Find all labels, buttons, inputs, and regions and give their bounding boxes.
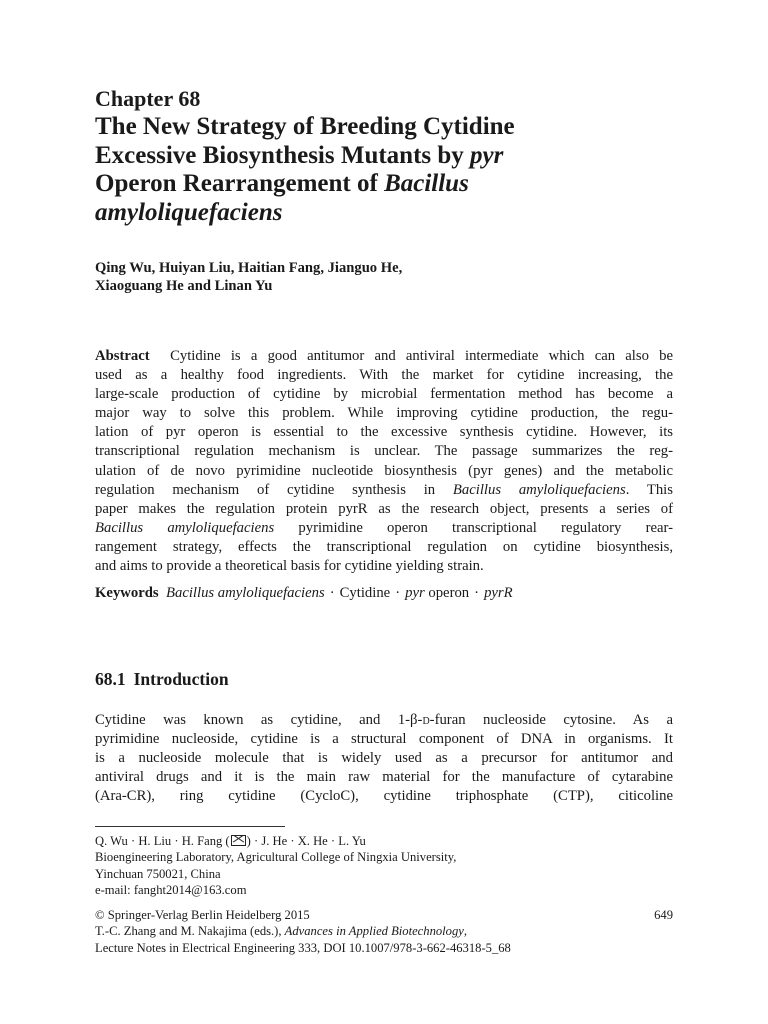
keyword-separator: · — [329, 585, 335, 601]
affiliation-line: Yinchuan 750021, China — [95, 866, 221, 881]
citation-text: Advances in Applied Biotechnology — [284, 924, 464, 939]
intro-line — [95, 711, 673, 730]
section-number: 68.1 — [95, 669, 126, 689]
title-text: The New Strategy of Breeding Cytidine — [95, 113, 515, 140]
intro-text: antiviral drugs and it is the main raw material for the manufacture of cytarabine — [95, 769, 673, 786]
abstract-line — [95, 500, 673, 519]
author-list — [95, 259, 655, 295]
title-line — [95, 199, 695, 228]
intro-text: d — [422, 712, 430, 728]
footnote-authors: Q. Wu · H. Liu · H. Fang ( ) · J. He · X. He · L. Yu — [95, 834, 366, 848]
introduction-text — [95, 711, 673, 806]
title-text: Excessive Biosynthesis Mutants by — [95, 141, 471, 169]
title-text: Bacillus — [384, 170, 469, 197]
abstract-text: used as a healthy food ingredients. With the market for cytidine increasing, the — [95, 367, 673, 384]
chapter-label: Chapter 68 — [95, 86, 201, 111]
title-text: pyr — [470, 141, 504, 169]
intro-text: pyrimidine nucleoside, cytidine is a structural component of DNA in organisms. It — [95, 731, 673, 748]
keyword-item — [166, 585, 325, 601]
keyword-text: operon — [424, 585, 470, 601]
intro-text: is a nucleoside molecule that is widely used as a precursor for antitumor and — [95, 750, 673, 767]
abstract-text: Cytidine is a good antitumor and antiviral intermediate which can also be — [170, 348, 674, 364]
title-line — [95, 113, 695, 142]
abstract-line — [95, 366, 673, 385]
abstract-text: and aims to provide a theoretical basis for cytidine yielding strain. — [95, 558, 484, 575]
abstract-line — [95, 538, 673, 557]
citation-text: , — [463, 924, 468, 939]
keyword-item — [340, 585, 391, 601]
abstract-line — [95, 442, 673, 461]
page-number: 649 — [654, 908, 673, 922]
keyword-separator: · — [474, 585, 480, 601]
abstract-text: transcriptional regulation mechanism is unclear. The passage summarizes the reg- — [95, 443, 673, 460]
envelope-icon — [231, 835, 246, 846]
section-title: Introduction — [133, 669, 229, 689]
abstract-line — [95, 519, 673, 538]
series-line: Lecture Notes in Electrical Engineering 333, DOI 10.1007/978-3-662-46318-5_68 — [95, 940, 511, 955]
keyword-item — [405, 585, 469, 601]
abstract-text: . This — [625, 481, 673, 498]
copyright-block — [95, 907, 673, 956]
abstract-line — [95, 404, 673, 423]
title-text: amyloliquefaciens — [95, 198, 283, 226]
affiliation-line: Bioengineering Laboratory, Agricultural College of Ningxia University, — [95, 850, 457, 865]
abstract-line — [95, 347, 673, 366]
abstract-label: Abstract — [95, 348, 150, 364]
keyword-text: Cytidine — [339, 585, 391, 601]
abstract-text: ulation of de novo pyrimidine nucleotide biosynthesis (pyr genes) and the metabolic — [95, 462, 673, 479]
intro-line — [95, 730, 673, 749]
abstract-text: Bacillus amyloliquefaciens — [95, 519, 275, 536]
abstract-text: paper makes the regulation protein pyrR as the research object, presents a series of — [95, 500, 673, 517]
chapter-title — [95, 113, 695, 227]
copyright-line: © Springer-Verlag Berlin Heidelberg 2015 — [95, 908, 310, 922]
author-affiliation — [95, 833, 655, 899]
abstract-text: lation of pyr operon is essential to the excessive synthesis cytidine. However, its — [95, 424, 673, 441]
keywords-label: Keywords — [95, 585, 159, 601]
abstract-line — [95, 481, 673, 500]
citation-text: T.-C. Zhang and M. Nakajima (eds.), — [95, 924, 285, 939]
author-line: Qing Wu, Huiyan Liu, Haitian Fang, Jianguo He, — [95, 260, 403, 276]
footnote-divider — [95, 826, 285, 827]
keyword-item — [484, 585, 513, 601]
abstract-line — [95, 462, 673, 481]
abstract — [95, 347, 673, 576]
keyword-text: pyr — [405, 585, 425, 601]
keywords — [95, 584, 673, 603]
keyword-text: pyrR — [484, 585, 513, 601]
section-heading — [95, 669, 229, 690]
abstract-text: major way to solve this problem. While improving cytidine production, the regu- — [95, 405, 673, 422]
abstract-line — [95, 423, 673, 442]
abstract-text: rangement strategy, effects the transcriptional regulation on cytidine biosynthesis, — [95, 538, 673, 555]
intro-line — [95, 749, 673, 768]
abstract-line — [95, 385, 673, 404]
book-citation-line — [95, 923, 673, 939]
title-line — [95, 170, 695, 199]
abstract-text: large-scale production of cytidine by microbial fermentation method has become a — [95, 386, 673, 403]
intro-line — [95, 787, 673, 806]
title-line — [95, 142, 695, 171]
intro-text: (Ara-CR), ring cytidine (CycloC), cytidine triphosphate (CTP), citicoline — [95, 788, 673, 805]
abstract-text: regulation mechanism of cytidine synthesis in — [95, 481, 453, 498]
title-text: Operon Rearrangement of — [95, 170, 385, 197]
intro-line — [95, 768, 673, 787]
abstract-text: pyrimidine operon transcriptional regulatory rear- — [274, 519, 673, 536]
author-line: Xiaoguang He and Linan Yu — [95, 278, 273, 294]
abstract-text: Bacillus amyloliquefaciens — [452, 481, 626, 498]
intro-text: Cytidine was known as cytidine, and 1-β- — [95, 712, 423, 728]
keyword-separator: · — [395, 585, 401, 601]
email-text: e-mail: fanght2014@163.com — [95, 883, 247, 898]
intro-text: -furan nucleoside cytosine. As a — [429, 712, 674, 728]
abstract-line — [95, 557, 673, 576]
keyword-text: Bacillus amyloliquefaciens — [166, 585, 325, 601]
